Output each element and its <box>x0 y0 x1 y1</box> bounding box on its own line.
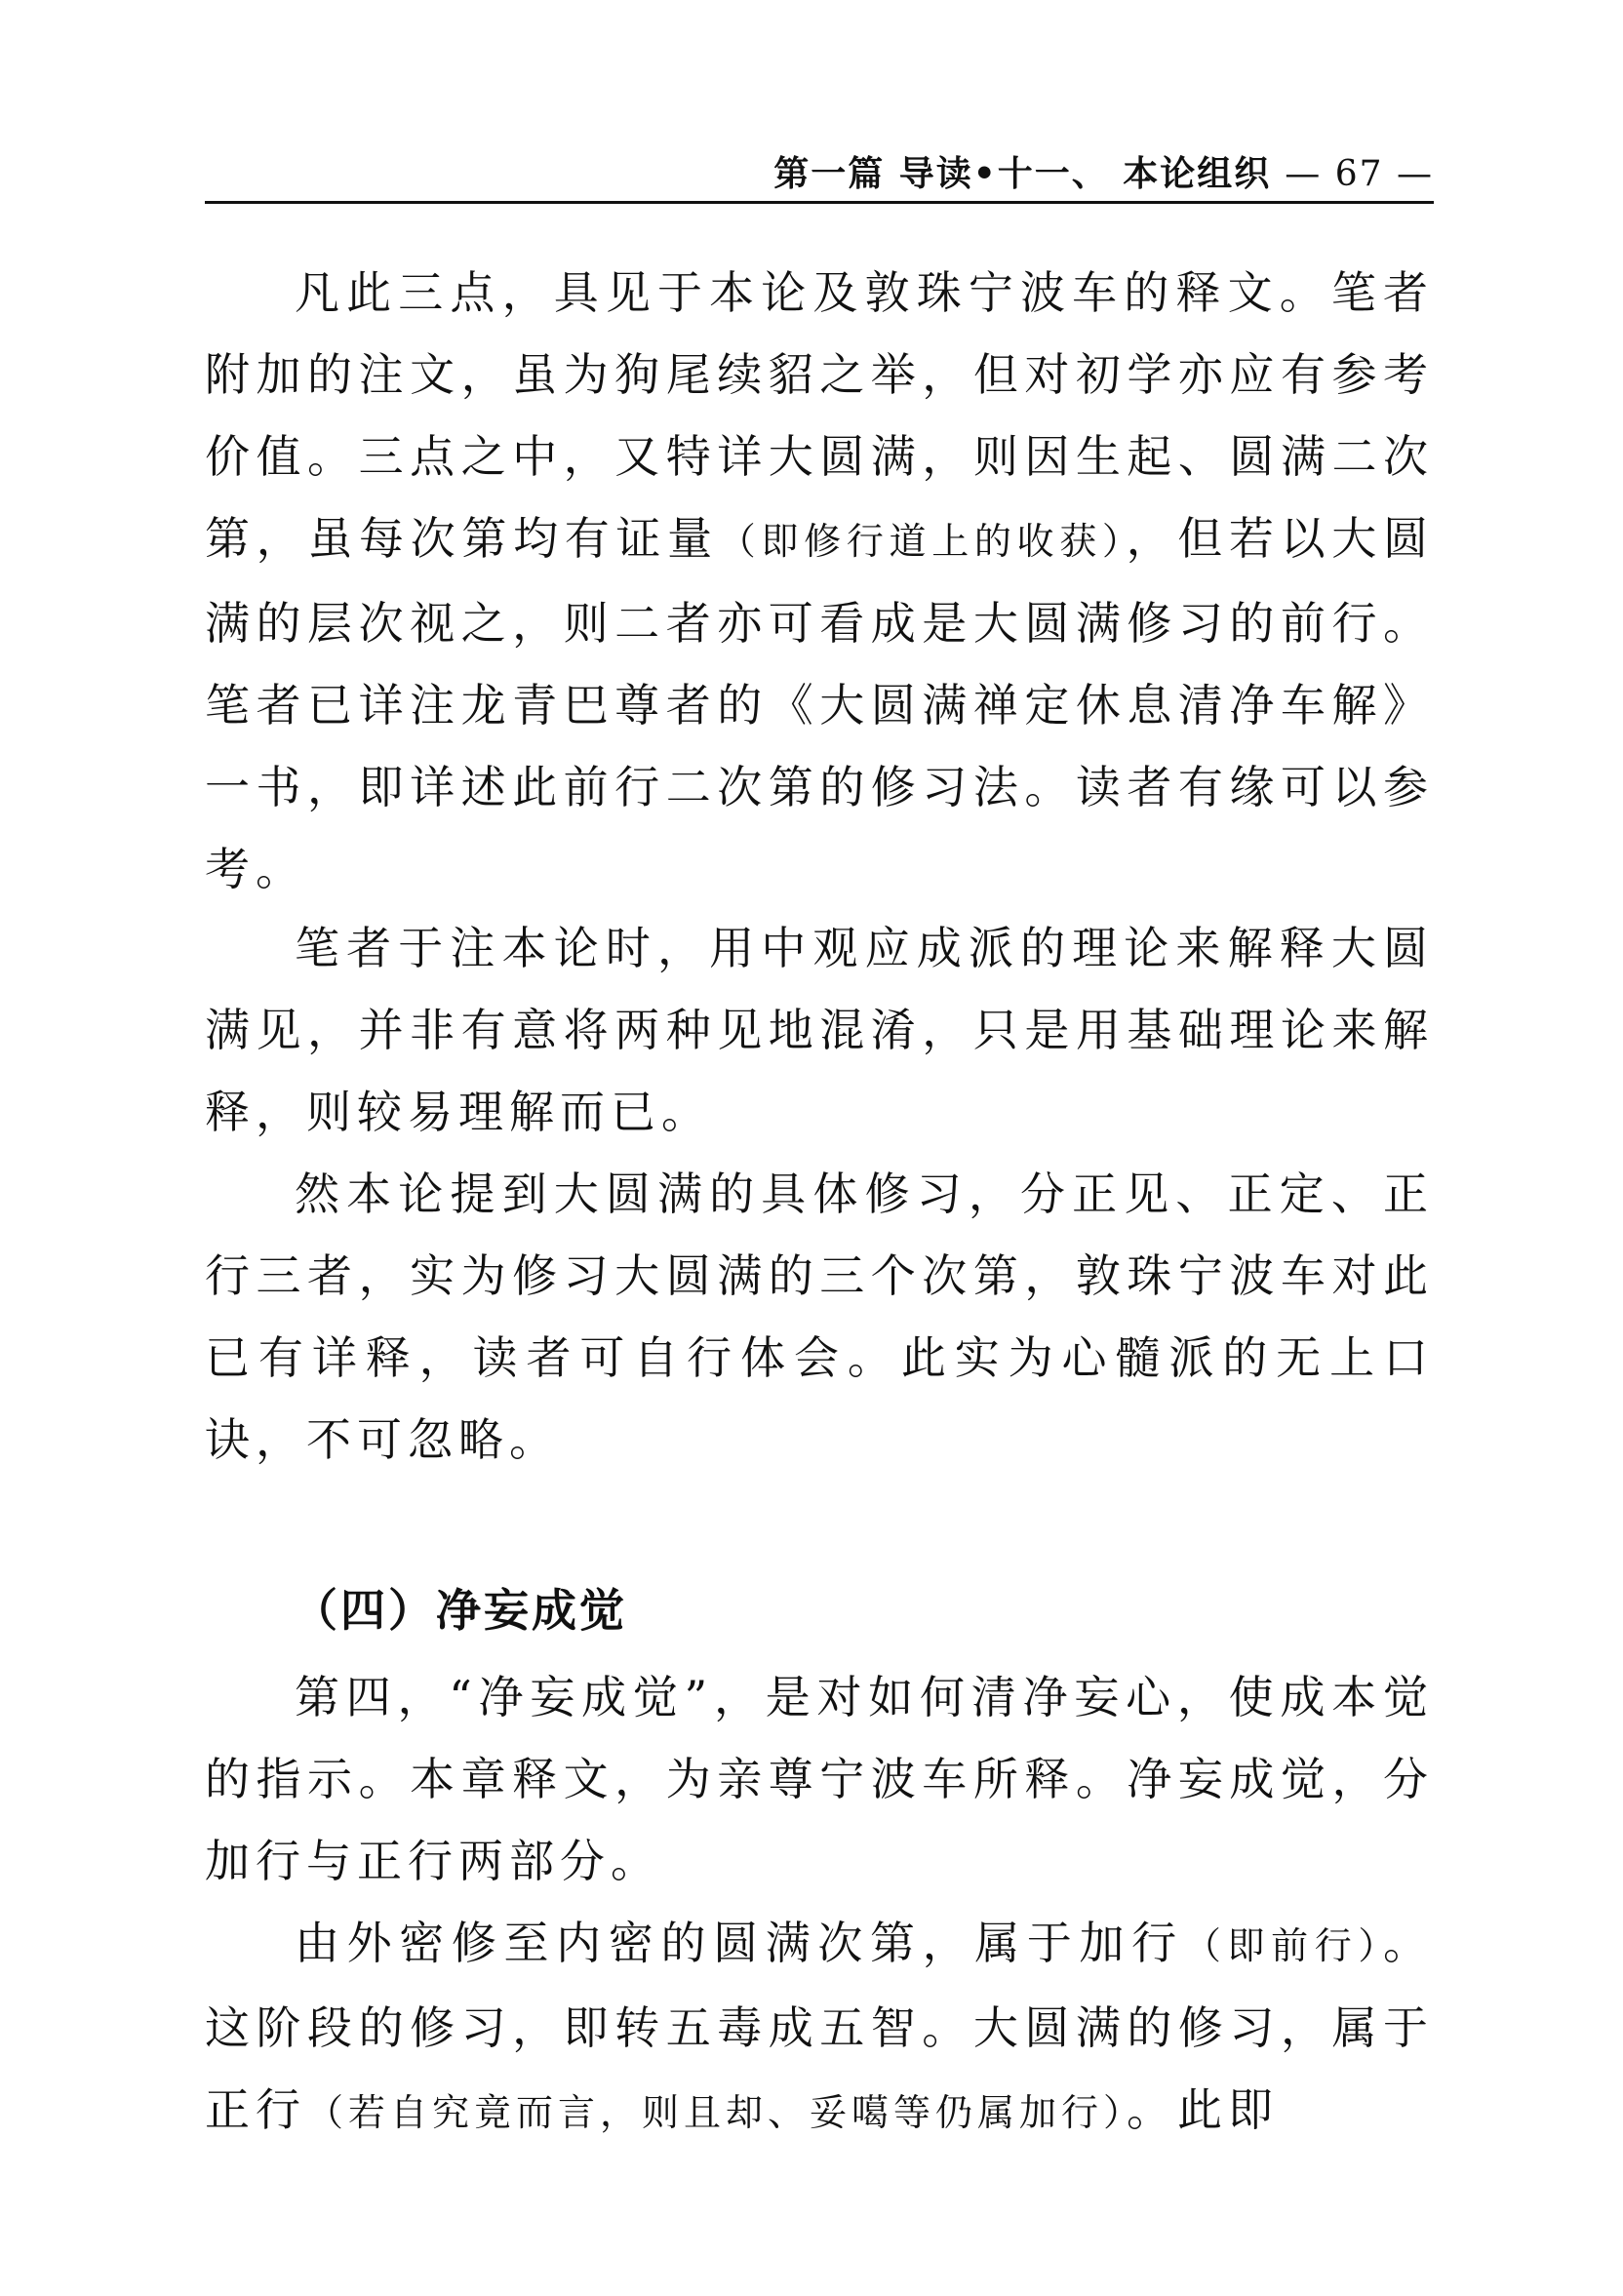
paragraph-3: 然本论提到大圆满的具体修习，分正见、正定、正行三者，实为修习大圆满的三个次第，敦珠宁波车对此已有详释，读者可自行体会。此实为心髓派的无上口诀，不可忽略。 <box>205 1168 1434 1466</box>
page-number: — 67 — <box>1285 154 1434 194</box>
paragraph-1-note: （即修行道上的收获） <box>718 520 1127 563</box>
running-head-text <box>773 146 1434 196</box>
header-section: 第一篇 导读 <box>773 154 973 194</box>
paragraph-5-note-1: （即前行） <box>1183 1924 1383 1967</box>
paragraph-5-note-2: （若自究竟而言，则且却、妥噶等仍属加行） <box>306 2091 1128 2134</box>
paragraph-1-part-1: 凡此三点，具见于本论及敦珠宁波车的释文。笔者附加的注文，虽为狗尾续貂之举，但对初学亦应有参考价值。三点之中，又特详大圆满，则因生起、圆满二次第，虽每次第均有证量 <box>205 266 1434 565</box>
paragraph-2: 笔者于注本论时，用中观应成派的理论来解释大圆满见，并非有意将两种见地混淆，只是用基础理论来解释，则较易理解而已。 <box>205 922 1434 1138</box>
paragraph-5 <box>205 1902 1434 2154</box>
paragraph-1 <box>205 252 1434 910</box>
paragraph-4: 第四，“净妄成觉”，是对如何清净妄心，使成本觉的指示。本章释文，为亲尊宁波车所释。净妄成觉，分加行与正行两部分。 <box>205 1671 1434 1887</box>
header-separator-dot: • <box>972 154 998 194</box>
paragraph-1-part-2: ，但若以大圆满的层次视之，则二者亦可看成是大圆满修习的前行。笔者已详注龙青巴尊者的《大圆满禅定休息清净车解》一书，即详述此前行二次第的修习法。读者有缘可以参考。 <box>205 512 1434 895</box>
paragraph-5-part-3: 。此即 <box>1127 2083 1280 2136</box>
header-subsection: 十一、 本论组织 <box>997 154 1272 194</box>
paragraph-5-part-2: 。这阶段的修习，即转五毒成五智。大圆满的修习，属于正行 <box>205 1917 1434 2136</box>
paragraph-5-part-1: 由外密修至内密的圆满次第，属于加行 <box>295 1917 1184 1969</box>
running-header <box>205 146 1434 204</box>
section-heading: （四）净妄成觉 <box>293 1584 627 1637</box>
